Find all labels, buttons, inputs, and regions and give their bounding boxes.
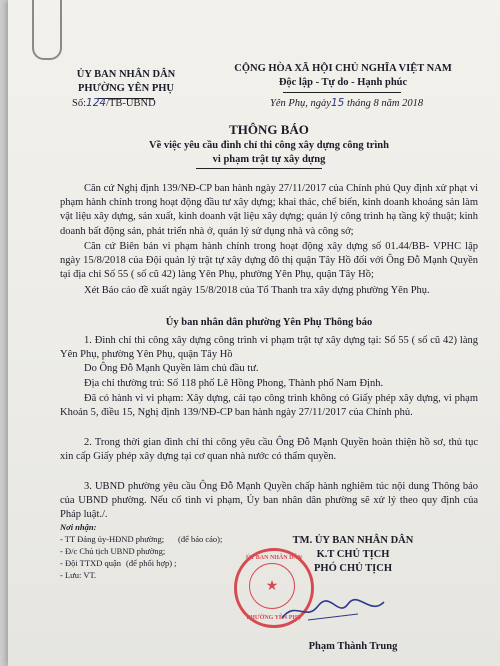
notice-item-1: 1. Đình chỉ thi công xây dựng công trình vi phạm trật tự xây dựng tại: Số 55 ( số cũ 42) làng Yên Phụ, phường Yên Phụ, quận Tây Hồ [60, 335, 478, 361]
document-date: Yên Phụ, ngày15 tháng 8 năm 2018 [270, 97, 424, 109]
recipients-label: Nơi nhận: [60, 522, 97, 532]
document-subject-line2: vi phạm trật tự xây dựng [212, 154, 326, 165]
recipient-1-note: (để báo cáo); [178, 534, 223, 544]
notice-heading: Ủy ban nhân dân phường Yên Phụ Thông báo [165, 317, 373, 328]
notice-item-1-address: Địa chỉ thường trú: Số 118 phố Lê Hồng Phong, Thành phố Nam Định. [84, 378, 384, 389]
agency-name-line2: PHƯỜNG YÊN PHỤ [77, 83, 175, 94]
document-number: Số:124/TB-UBND [72, 97, 156, 109]
star-icon: ★ [265, 579, 279, 594]
recipient-1: - TT Đảng ủy-HĐND phường; [60, 534, 165, 544]
legal-basis-3: Xét Báo cáo đề xuất ngày 15/8/2018 của Tổ Thanh tra xây dựng phường Yên Phụ. [84, 285, 430, 296]
seal-text-top: ỦY BAN NHÂN DÂN [245, 555, 303, 561]
notice-item-1-violation: Đã có hành vi vi phạm: Xây dựng, cải tạo công trình không có Giấy phép xây dựng, vi phạm Khoản 5, điều 15, Nghị định 139/NĐ-CP ban hành ngày 27/11/2017 của Chính phủ. [60, 393, 478, 419]
seal-text-bottom: PHƯỜNG YÊN PHỤ [246, 615, 302, 621]
agency-name-line1: ỦY BAN NHÂN DÂN [76, 69, 176, 80]
handwritten-signature [278, 596, 388, 626]
recipient-3: - Đội TTXD quận [60, 558, 121, 568]
motto-underline [283, 92, 401, 93]
legal-basis-2: Căn cứ Biên bản vi phạm hành chính trong hoạt động xây dựng số 01.44/BB- VPHC lập ngày 15/8/2018 của Đội quản lý trật tự xây dựng đô thị quận Tây Hồ đối với Ông Đỗ Mạnh Quyền tại địa chỉ Số 55 ( số cũ 42) làng Yên Phụ, phường Yên Phụ, quận Tây Hồ; [60, 241, 478, 281]
nation-motto: Độc lập - Tự do - Hạnh phúc [278, 77, 408, 88]
signer-name: Phạm Thành Trung [308, 641, 398, 652]
recipient-4: - Lưu: VT. [60, 570, 97, 580]
subject-underline [196, 168, 322, 169]
signer-organization: TM. ỦY BAN NHÂN DÂN [292, 535, 414, 546]
paper-clip [32, 0, 62, 60]
nation-name: CỘNG HÒA XÃ HỘI CHỦ NGHĨA VIỆT NAM [234, 63, 452, 74]
legal-basis-1: Căn cứ Nghị định 139/NĐ-CP ban hành ngày 27/11/2017 của Chính phủ Quy định xử phạt vi phạm hành chính trong hoạt động đầu tư xây dựng; khai thác, chế biến, kinh doanh khoáng sản làm vật liệu xây dựng, sản xuất, kinh doanh vật liệu xây dựng; quản lý công trình hạ tầng kỹ thuật; kinh doanh bất động sản, phát triển nhà ở, quản lý sử dụng nhà và công sở; [60, 183, 478, 237]
document-page [8, 0, 500, 666]
notice-item-1-owner: Do Ông Đỗ Mạnh Quyền làm chủ đầu tư. [84, 363, 259, 374]
document-subject-line1: Về việc yêu cầu đình chỉ thi công xây dựng công trình [149, 140, 389, 151]
signer-role-1: K.T CHỦ TỊCH [316, 549, 390, 560]
recipient-2: - Đ/c Chủ tịch UBND phường; [60, 546, 166, 556]
document-title: THÔNG BÁO [229, 122, 309, 137]
recipient-3-note: (để phối hợp) ; [126, 558, 177, 568]
signer-role-2: PHÓ CHỦ TỊCH [314, 563, 392, 574]
notice-item-2: 2. Trong thời gian đình chỉ thi công yêu cầu Ông Đỗ Mạnh Quyền hoàn thiện hồ sơ, thủ tục xin cấp Giấy phép xây dựng tại cơ quan nhà nước có thẩm quyền. [60, 437, 478, 463]
notice-item-3: 3. UBND phường yêu cầu Ông Đỗ Mạnh Quyền chấp hành nghiêm túc nội dung Thông báo của UBND phường. Nếu cố tình vi phạm, Ủy ban nhân dân phường sẽ xử lý theo quy định của Pháp luật./. [60, 481, 478, 521]
